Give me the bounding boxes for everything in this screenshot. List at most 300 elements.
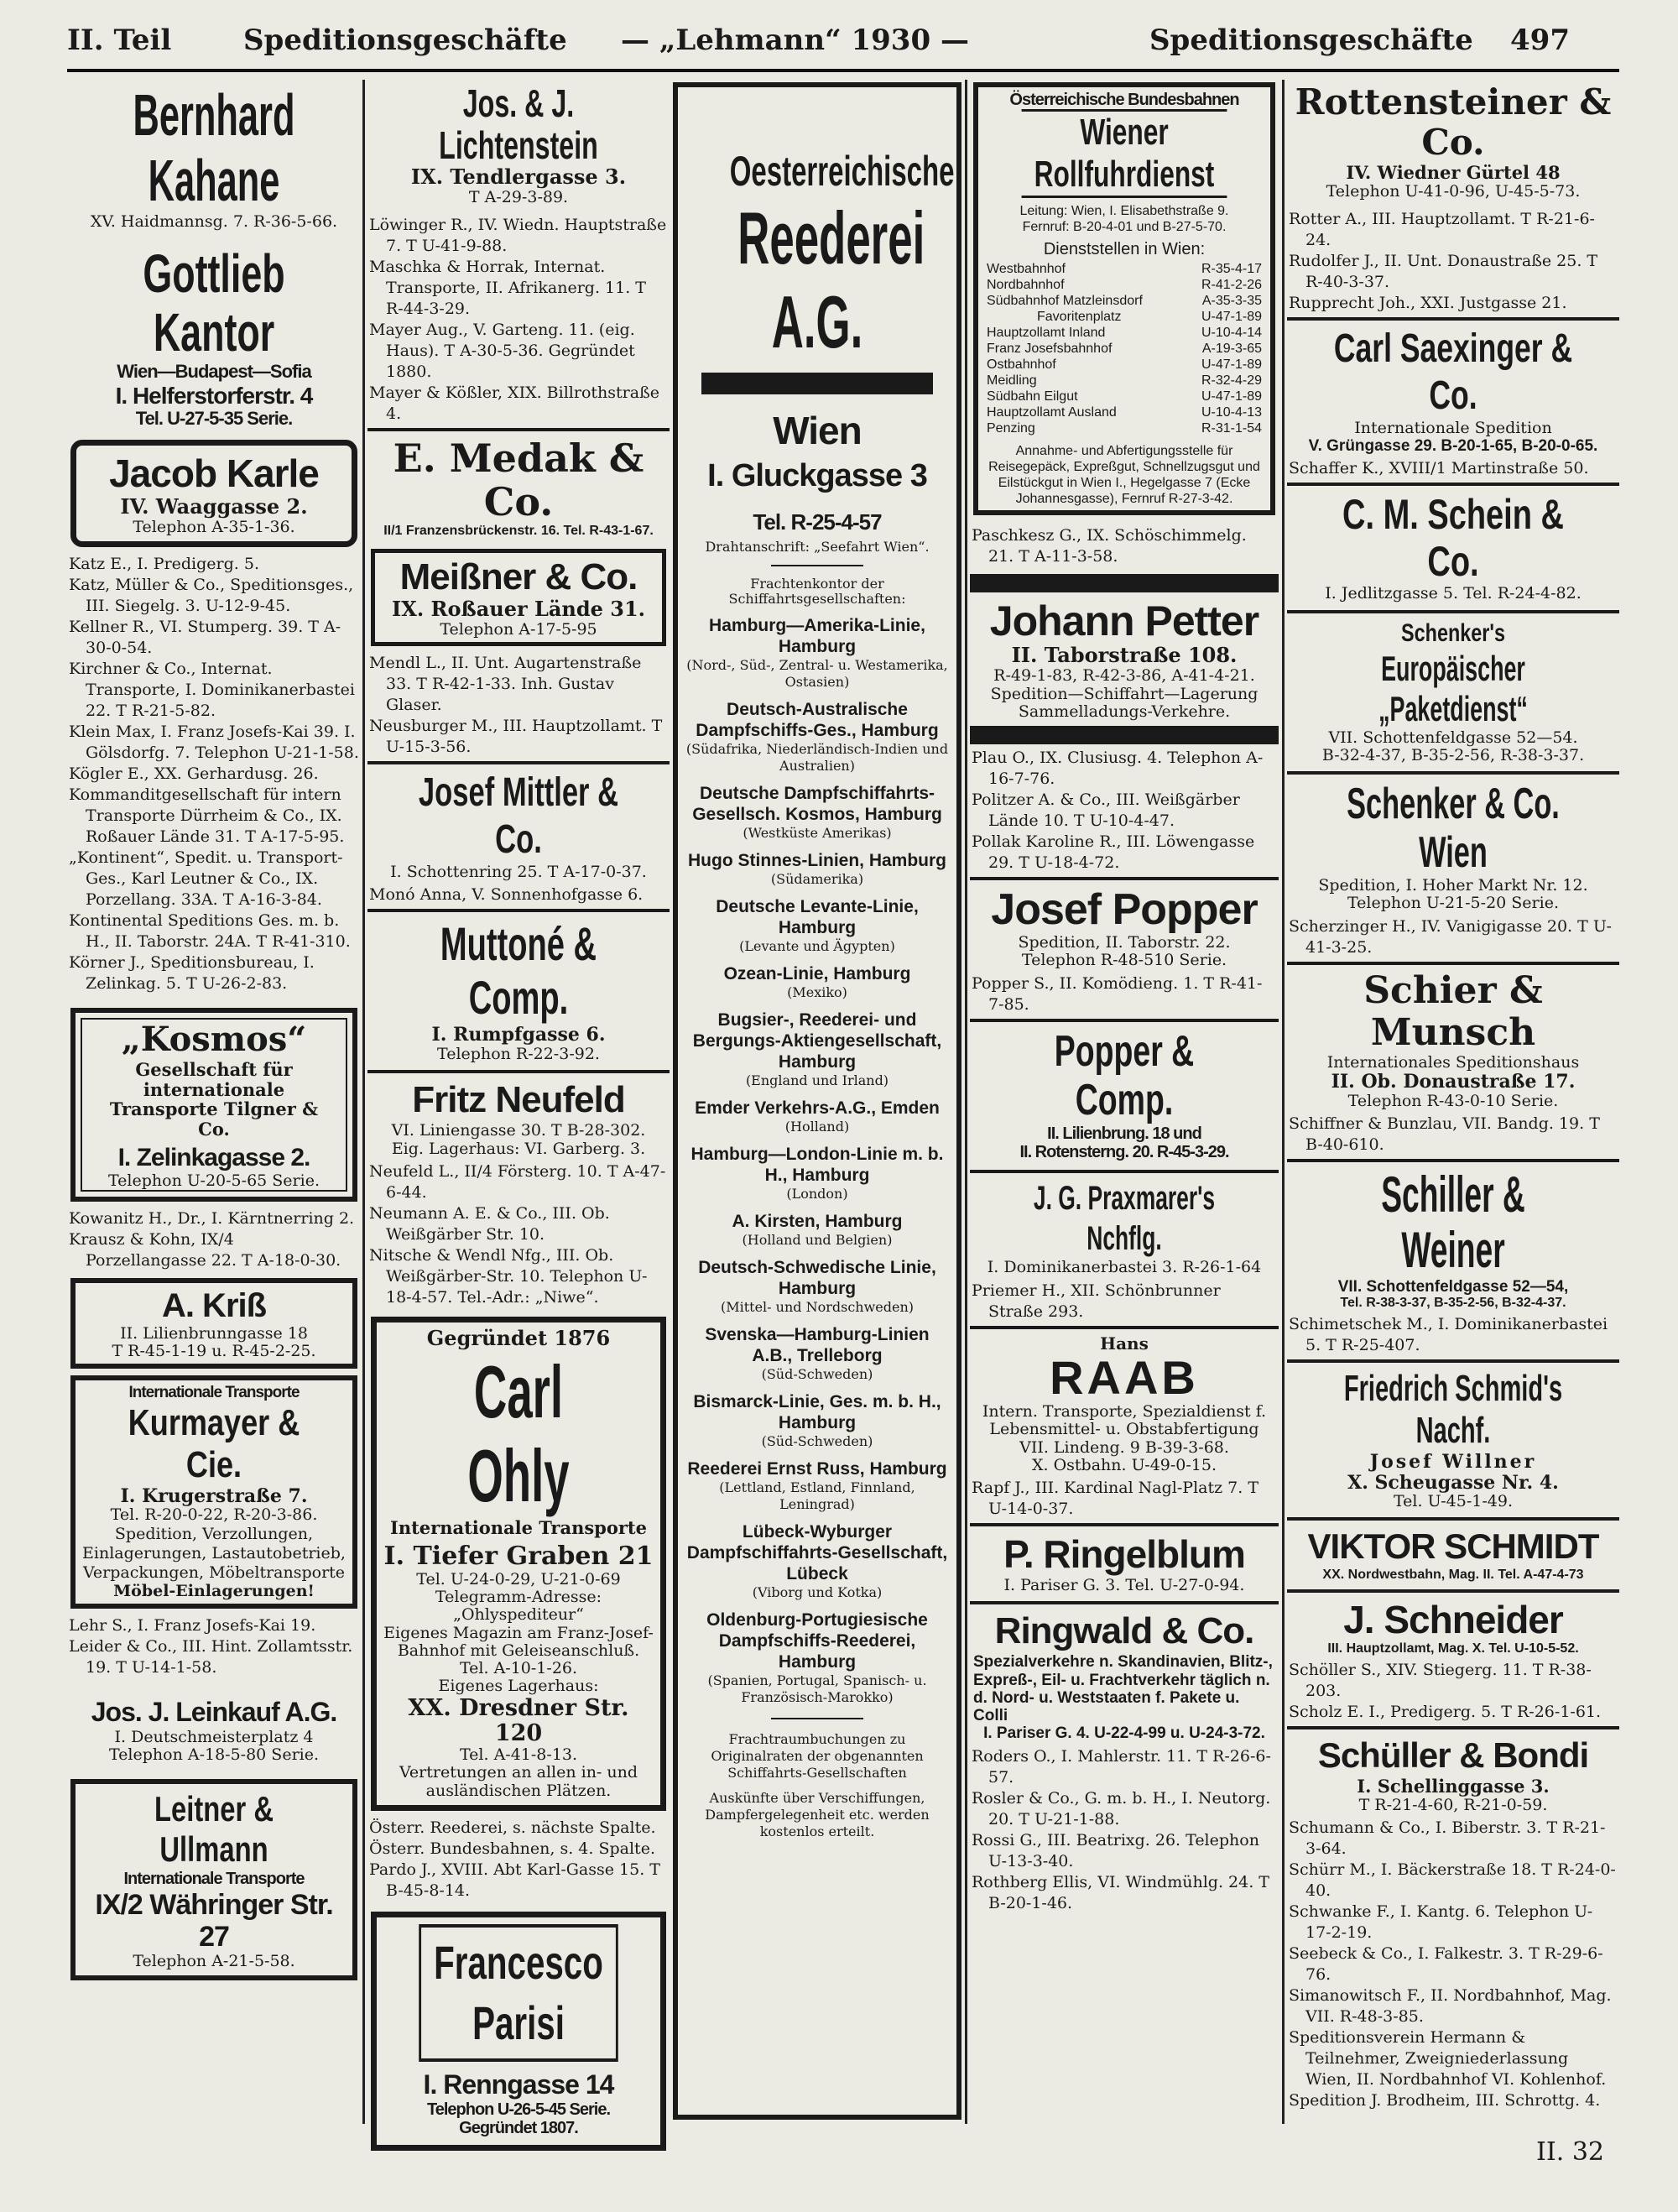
listing-entry: Österr. Bundesbahnen, s. 4. Spalte.	[369, 1839, 655, 1858]
line-name: Emder Verkehrs-A.G., Emden	[695, 1098, 940, 1118]
office-phone: A-35-3-35	[1201, 294, 1262, 309]
line-name: Bugsier-, Reederei- und Bergungs-Aktiengesellschaft, Hamburg	[692, 1009, 942, 1072]
listing-entry: Pardo J., XVIII. Abt Karl-Gasse 15. T B-45-8-14.	[369, 1860, 660, 1900]
ad-telegram: Telegramm-Adresse: „Ohlyspediteur“	[435, 1588, 602, 1625]
ad-address: I. Renngasse 14	[423, 2069, 614, 2100]
ad-name: VIKTOR SCHMIDT	[1307, 1526, 1599, 1567]
ad-name: Wiener Rollfuhrdienst	[1022, 109, 1227, 198]
ad-kriss	[70, 1278, 357, 1369]
ad-description: Internationale Transporte	[123, 1870, 305, 1889]
column-divider	[1282, 80, 1285, 2124]
shipping-line	[685, 1098, 950, 1135]
page-header	[67, 15, 1619, 65]
listing-group	[1289, 209, 1618, 314]
listing-entry: Rotter A., III. Hauptzollamt. T R-21-6-24.	[1289, 209, 1595, 249]
listing-entry: Schöller S., XIV. Stiegerg. 11. T R-38-203.	[1289, 1661, 1592, 1701]
listing-group	[1289, 1818, 1618, 2111]
ad-address: XV. Haidmannsg. 7. R-36-5-66.	[90, 212, 338, 231]
ad-tagline: Internationale Transporte	[128, 1384, 300, 1402]
office-name: Hauptzollamt Inland	[987, 326, 1106, 341]
office-row	[987, 357, 1262, 373]
listing-entry: Maschka & Horrak, Internat. Transporte, II. Afrikanerg. 11. T R-44-3-29.	[369, 258, 646, 319]
ad-phone: Tel. R-25-4-57	[753, 509, 882, 535]
ad-popper-comp	[970, 1019, 1279, 1162]
ad-name: A. Kriß	[161, 1286, 267, 1324]
shipping-line	[685, 1009, 950, 1089]
ad-name: Meißner & Co.	[399, 556, 638, 598]
listing-entry: Kowanitz H., Dr., I. Kärntnerring 2.	[69, 1208, 355, 1228]
line-name: Deutsch-Australische Dampfschiffs-Ges., Hamburg	[696, 699, 939, 740]
ad-magazin: Eigenes Magazin am Franz-Josef-Bahnhof mit Geleiseanschluß. Tel. A-10-1-26.	[383, 1623, 654, 1678]
ad-name: Schier & Munsch	[1363, 968, 1543, 1054]
ad-address: X. Scheugasse Nr. 4.	[1347, 1471, 1559, 1494]
ad-kantor	[67, 244, 361, 430]
ad-ringwald	[970, 1601, 1279, 1742]
listing-entry: Lehr S., I. Franz Josefs-Kai 19.	[69, 1615, 316, 1635]
line-destinations: (Süd-Schweden)	[761, 1432, 873, 1449]
listing-entry: Roders O., I. Mahlerstr. 11. T R-26-6-57.	[972, 1746, 1271, 1787]
ad-address: II. Rotensterng. 20. R-45-3-29.	[1019, 1142, 1229, 1161]
ad-name: Rottensteiner & Co.	[1295, 81, 1612, 163]
office-row	[987, 404, 1262, 420]
ad-phone: Telephon A-17-5-95	[440, 619, 597, 639]
listing-group	[369, 884, 668, 905]
ad-address: I. Tiefer Graben 21	[383, 1542, 654, 1572]
ad-address: I. Jedlitzgasse 5. Tel. R-24-4-82.	[1325, 584, 1582, 603]
listing-entry: Kellner R., VI. Stumperg. 39. T A-30-0-54.	[69, 618, 341, 658]
line-destinations: (Holland und Belgien)	[742, 1231, 893, 1248]
shipping-line	[685, 1211, 950, 1249]
section-title-left: Speditionsgeschäfte	[243, 23, 567, 57]
listing-entry: Löwinger R., IV. Wiedn. Hauptstraße 7. T U-41-9-88.	[369, 216, 667, 256]
ad-address: V. Grüngasse 29. B-20-1-65, B-20-0-65.	[1308, 437, 1598, 456]
ad-reederei	[673, 82, 961, 2120]
page-footer-code: II. 32	[1536, 2137, 1604, 2167]
ad-address: I. Pariser G. 4. U-22-4-99 u. U-24-3-72.	[983, 1724, 1265, 1743]
divider-bar	[970, 726, 1279, 744]
ad-name: Europäischer „Paketdienst“	[1378, 648, 1528, 728]
divider-bar	[701, 373, 933, 394]
ad-address: II/1 Franzensbrückenstr. 16. Tel. R-43-1-67.	[383, 524, 654, 539]
column-2	[367, 81, 670, 2138]
listing-group	[369, 1818, 668, 1902]
listing-group	[69, 554, 359, 994]
ad-phone: Tel. R-20-0-22, R-20-3-86.	[110, 1505, 318, 1525]
shipping-line	[685, 1324, 950, 1383]
ad-description: Spedition—Schiffahrt—Lagerung Sammelladungs-Verkehre.	[990, 684, 1258, 721]
running-title: — „Lehmann“ 1930 —	[621, 23, 969, 57]
ad-address: I. Gluckgasse 3	[707, 457, 927, 493]
ad-address: IX. Tendlergasse 3.	[410, 164, 627, 189]
ad-address: VII. Lindeng. 9 B-39-3-68.	[1019, 1437, 1229, 1457]
line-destinations: (Westküste Amerikas)	[743, 824, 892, 841]
ad-schenker	[1287, 771, 1619, 913]
ad-kosmos	[70, 1008, 357, 1202]
listing-entry: Neusburger M., III. Hauptzollamt. T U-15-3-56.	[369, 717, 663, 757]
line-name: Deutsch-Schwedische Linie, Hamburg	[698, 1257, 936, 1298]
ad-telegram: Drahtanschrift: „Seefahrt Wien“.	[705, 539, 930, 556]
listing-group	[69, 1615, 359, 1678]
column-divider	[965, 80, 967, 2124]
listing-entry: Mendl L., II. Unt. Augartenstraße 33. T R-42-1-33. Inh. Gustav Glaser.	[369, 654, 642, 715]
ad-name: Popper & Comp.	[1054, 1026, 1195, 1124]
line-destinations: (Levante und Ägypten)	[739, 937, 895, 954]
ad-name: Johann Petter	[989, 597, 1259, 645]
listing-entry: Plau O., IX. Clusiusg. 4. Telephon A-16-7-76.	[972, 749, 1264, 789]
ad-address: Spedition, II. Taborstr. 22.	[1018, 933, 1231, 952]
ad-phone: Telephon A-18-5-80 Serie.	[108, 1745, 320, 1765]
office-phone: U-10-4-14	[1201, 326, 1262, 341]
ad-name: Josef Mittler & Co.	[418, 770, 619, 863]
listing-entry: Pollak Karoline R., III. Löwengasse 29. T U-18-4-72.	[972, 832, 1255, 873]
office-phone: U-10-4-13	[1201, 405, 1262, 420]
ad-phone: Fernruf: B-20-4-01 und B-27-5-70.	[1022, 220, 1227, 235]
ad-address: VII. Schottenfeldgasse 52—54.	[1328, 728, 1578, 747]
ad-name: C. M. Schein & Co.	[1342, 491, 1564, 586]
shipping-line	[685, 1144, 950, 1203]
line-name: Ozean-Linie, Hamburg	[723, 963, 911, 983]
ad-kontor: Frachtenkontor der Schiffahrtsgesellschaften:	[728, 576, 906, 607]
office-name: Nordbahnhof	[987, 278, 1065, 293]
ad-address: II. Lilienbrung. 18 und	[1047, 1124, 1201, 1143]
part-label: II. Teil	[67, 23, 172, 57]
office-row	[987, 373, 1262, 389]
listing-group	[1289, 1660, 1618, 1723]
ad-petter	[970, 574, 1279, 744]
listing-entry: Katz E., I. Predigerg. 5.	[69, 555, 259, 574]
office-name: Penzing	[987, 421, 1035, 436]
shipping-line	[685, 1257, 950, 1316]
ad-viktor-schmidt	[1287, 1517, 1619, 1583]
ad-address: II. Lilienbrunngasse 18	[120, 1323, 308, 1343]
ad-name: Carl Ohly	[467, 1349, 570, 1517]
ad-name: RAAB	[1050, 1351, 1199, 1405]
ad-management: Leitung: Wien, I. Elisabethstraße 9.	[1019, 204, 1229, 219]
office-phone: U-47-1-89	[1201, 389, 1262, 404]
listing-group	[69, 1208, 359, 1271]
office-row	[987, 293, 1262, 309]
ad-praxmarer	[970, 1170, 1279, 1276]
ad-leinkauf	[67, 1695, 361, 1765]
ad-name: „Kosmos“	[121, 1020, 307, 1060]
office-name: Meidling	[987, 373, 1037, 389]
ad-name: Leitner & Ullmann	[154, 1789, 274, 1870]
ad-address: I. Pariser G. 3. Tel. U-27-0-94.	[1003, 1576, 1245, 1595]
ad-schier	[1287, 962, 1619, 1110]
ad-popper	[970, 877, 1279, 970]
ad-rottensteiner	[1287, 82, 1619, 201]
office-row	[987, 325, 1262, 341]
ad-address: IV. Wiedner Gürtel 48	[1346, 162, 1561, 183]
listing-group	[369, 215, 668, 425]
listing-entry: Körner J., Speditionsbureau, I. Zelinkag. 5. T U-26-2-83.	[69, 953, 315, 994]
ad-description: Gesellschaft für internationale Transporte Tilgner & Co.	[109, 1059, 319, 1140]
office-name: Ostbahnhof	[987, 357, 1056, 373]
ad-raab	[970, 1326, 1279, 1474]
ad-name: Francesco Parisi	[419, 1924, 618, 2062]
ad-address: X. Ostbahn. U-49-0-15.	[1031, 1455, 1217, 1474]
listing-entry: Rothberg Ellis, VI. Windmühlg. 24. T B-20-1-46.	[972, 1872, 1269, 1912]
shipping-line	[685, 699, 950, 775]
ad-name: J. G. Praxmarer's Nchflg.	[1033, 1180, 1216, 1258]
ad-schneider	[1287, 1589, 1619, 1656]
ad-address: VII. Schottenfeldgasse 52—54,	[1337, 1277, 1569, 1296]
ad-tagline: Österreichische Bundesbahnen	[1009, 91, 1239, 109]
office-row	[987, 341, 1262, 357]
ad-address: I. Krugerstraße 7.	[120, 1484, 308, 1507]
listing-entry: Spedition J. Brodheim, III. Schrottg. 4.	[1289, 2091, 1601, 2110]
line-name: Bismarck-Linie, Ges. m. b. H., Hamburg	[693, 1391, 941, 1432]
line-name: A. Kirsten, Hamburg	[732, 1211, 903, 1231]
ad-meissner	[371, 549, 666, 646]
ad-description: Internationale Spedition	[1354, 418, 1552, 437]
ad-phone: Telephon U-26-5-45 Serie.	[426, 2100, 611, 2119]
line-name: Hugo Stinnes-Linien, Hamburg	[688, 850, 946, 870]
listing-group	[1289, 458, 1618, 479]
ad-city: Wien	[773, 409, 862, 452]
listing-entry: Scherzinger H., IV. Vanigigasse 20. T U-41-3-25.	[1289, 916, 1612, 957]
ad-phone: R-49-1-83, R-42-3-86, A-41-4-21.	[993, 666, 1255, 686]
ad-address: II. Taborstraße 108.	[1011, 643, 1238, 668]
shipping-line	[685, 1458, 950, 1513]
ad-name: Jacob Karle	[109, 451, 319, 495]
ad-address: I. Deutschmeisterplatz 4	[114, 1727, 314, 1746]
office-name: Südbahnhof Matzleinsdorf	[987, 294, 1143, 309]
ad-address: I. Rumpfgasse 6.	[431, 1024, 606, 1046]
divider-line	[771, 1718, 863, 1719]
office-phone: U-47-1-89	[1201, 357, 1262, 373]
listing-entry: Rudolfer J., II. Unt. Donaustraße 25. T R-40-3-37.	[1289, 251, 1598, 291]
ad-founded: Gegründet 1807.	[459, 2119, 578, 2138]
ad-phone: Telephon R-48-510 Serie.	[1021, 951, 1227, 970]
ad-phone: Telephon A-21-5-58.	[133, 1951, 295, 1970]
office-name: Westbahnhof	[987, 262, 1066, 277]
listing-entry: Mayer Aug., V. Garteng. 11. (eig. Haus). T A-30-5-36. Gegründet 1880.	[369, 321, 635, 382]
office-name: Hauptzollamt Ausland	[987, 405, 1117, 420]
listing-entry: Neumann A. E. & Co., III. Ob. Weißgärber Str. 10.	[369, 1203, 610, 1244]
ad-warehouse: XX. Dresdner Str. 120	[408, 1694, 629, 1746]
ad-cities: Wien—Budapest—Sofia	[117, 361, 311, 383]
line-destinations: (Südafrika, Niederländisch-Indien und Australien)	[685, 740, 949, 774]
shipping-line	[685, 850, 950, 888]
office-phone: A-19-3-65	[1201, 342, 1262, 357]
shipping-line	[685, 615, 950, 691]
listing-entry: Kirchner & Co., Internat. Transporte, I. Dominikanerbastei 22. T R-21-5-82.	[69, 660, 355, 721]
column-4	[970, 82, 1279, 2120]
ad-name: Friedrich Schmid's Nachf.	[1343, 1367, 1563, 1451]
listing-entry: Rosler & Co., G. m. b. H., I. Neutorg. 20. T U-21-1-88.	[972, 1788, 1271, 1829]
listing-entry: Seebeck & Co., I. Falkestr. 3. T R-29-6-76.	[1289, 1944, 1603, 1985]
ad-name: Josef Popper	[991, 885, 1258, 935]
ad-description: Internationale Transporte	[390, 1516, 647, 1538]
line-name: Hamburg—London-Linie m. b. H., Hamburg	[690, 1144, 944, 1185]
ad-parisi	[371, 1912, 666, 2151]
listing-entry: Schumann & Co., I. Biberstr. 3. T R-21-3-64.	[1289, 1818, 1606, 1859]
ad-phone: B-32-4-37, B-35-2-56, R-38-3-37.	[1321, 745, 1585, 764]
ad-name: Schüller & Bondi	[1317, 1735, 1589, 1776]
ad-phone: Telephon A-35-1-36.	[133, 517, 295, 536]
ad-description: Internationales Speditionshaus	[1326, 1052, 1580, 1072]
ad-name: Muttoné & Comp.	[440, 917, 597, 1025]
listing-entry: Politzer A. & Co., III. Weißgärber Lände 10. T U-10-4-47.	[972, 790, 1240, 831]
ad-founded: Gegründet 1876	[426, 1325, 611, 1350]
shipping-line	[685, 1391, 950, 1450]
listing-entry: Leider & Co., III. Hint. Zollamtsstr. 19. T U-14-1-58.	[69, 1636, 353, 1677]
ad-warehouse: Eig. Lagerhaus: VI. Garberg. 3.	[391, 1139, 646, 1158]
line-name: Reederei Ernst Russ, Hamburg	[687, 1458, 947, 1479]
shipping-lines	[685, 615, 950, 1706]
line-name: Hamburg—Amerika-Linie, Hamburg	[709, 615, 925, 656]
listing-entry: Österr. Reederei, s. nächste Spalte.	[369, 1818, 656, 1837]
shipping-line	[685, 963, 950, 1001]
ad-ohly	[371, 1317, 666, 1811]
ad-name: J. Schneider	[1343, 1598, 1563, 1642]
listing-entry: Katz, Müller & Co., Speditionsges., III. Siegelg. 3. U-12-9-45.	[69, 576, 354, 616]
ad-ringelblum	[970, 1523, 1279, 1594]
ad-title-line1: Oesterreichische	[729, 148, 955, 195]
office-row	[987, 309, 1262, 325]
ad-address: I. Helferstorferstr. 4	[115, 382, 313, 409]
listing-entry: Schimetschek M., I. Dominikanerbastei 5. T R-25-407.	[1289, 1314, 1608, 1354]
shipping-line	[685, 783, 950, 842]
ad-phone: Tel. U-45-1-49.	[1393, 1492, 1514, 1511]
line-destinations: (Nord-, Süd-, Zentral- u. Westamerika, Ostasien)	[686, 656, 948, 690]
ad-address: III. Hauptzollamt, Mag. X. Tel. U-10-5-52.	[1327, 1641, 1579, 1656]
line-destinations: (London)	[786, 1185, 848, 1202]
column-3	[673, 82, 961, 2120]
ad-address: XX. Nordwestbahn, Mag. II. Tel. A-47-4-73	[1322, 1568, 1584, 1583]
shipping-line	[685, 1609, 950, 1706]
listing-group	[369, 1161, 668, 1308]
listing-entry: Popper S., II. Komödieng. 1. T R-41-7-85.	[972, 973, 1263, 1014]
line-name: Deutsche Dampfschiffahrts-Gesellsch. Kosmos, Hamburg	[692, 783, 942, 824]
ad-kahane	[67, 82, 361, 231]
ad-address: I. Schellinggasse 3.	[1357, 1776, 1550, 1797]
ad-mittler	[367, 761, 670, 881]
ad-address: II. Ob. Donaustraße 17.	[1331, 1070, 1576, 1093]
listing-entry: Schaffer K., XVIII/1 Martinstraße 50.	[1289, 459, 1589, 478]
ad-bundesbahnen	[973, 82, 1275, 515]
ad-address: IX/2 Währinger Str. 27	[95, 1888, 333, 1953]
office-row	[987, 277, 1262, 293]
ad-description: Spezialverkehre n. Skandinavien, Blitz-, Expreß-, Eil- u. Frachtverkehr täglich n. d. Nord- u. Weststaaten f. Pakete u. Colli	[973, 1653, 1273, 1725]
listing-group	[1289, 916, 1618, 958]
listing-entry: Paschkesz G., IX. Schöschimmelg. 21. T A-11-3-58.	[972, 526, 1247, 566]
listing-entry: Krausz & Kohn, IX/4 Porzellangasse 22. T A-18-0-30.	[69, 1229, 341, 1270]
page-number: 497	[1510, 23, 1570, 57]
ad-description: Intern. Transporte, Spezialdienst f. Lebensmittel- u. Obstabfertigung	[982, 1402, 1267, 1439]
listing-entry: Mayer & Kößler, XIX. Billrothstraße 4.	[369, 383, 659, 424]
ad-first-name: Hans	[1100, 1333, 1149, 1354]
ad-phone: Telephon R-43-0-10 Serie.	[1347, 1091, 1559, 1110]
ad-phone: T R-21-4-60, R-21-0-59.	[1358, 1795, 1548, 1814]
listing-entry: Monó Anna, V. Sonnenhofgasse 6.	[369, 885, 644, 905]
office-name: Franz Josefsbahnhof	[987, 342, 1113, 357]
ad-phone: T A-29-3-89.	[468, 187, 569, 206]
ad-info-note: Auskünfte über Verschiffungen, Dampfergelegenheit etc. werden kostenlos erteilt.	[705, 1789, 930, 1839]
office-phone: R-41-2-26	[1201, 278, 1262, 293]
ad-name: Kurmayer & Cie.	[128, 1401, 300, 1485]
ad-phone: Tel. U-27-5-35 Serie.	[135, 408, 293, 430]
listing-entry: „Kontinent“, Spedit. u. Transport-Ges., Karl Leutner & Co., IX. Porzellang. 33A. T A-16-3-84.	[69, 848, 343, 910]
ad-name: Gottlieb Kantor	[143, 243, 285, 363]
ad-address: I. Zelinkagasse 2.	[117, 1144, 310, 1172]
listing-group	[972, 1746, 1277, 1914]
listing-group	[972, 1281, 1277, 1323]
ad-kurmayer	[70, 1375, 357, 1608]
ad-name: Schiller & Weiner	[1381, 1166, 1525, 1278]
ad-leitner	[70, 1779, 357, 1980]
ad-neufeld	[367, 1070, 670, 1158]
ad-address: I. Schottenring 25. T A-17-0-37.	[390, 863, 647, 882]
ad-title-line2: Reederei A.G.	[737, 196, 925, 363]
office-row	[987, 389, 1262, 404]
column-5	[1287, 82, 1619, 2120]
line-name: Lübeck-Wyburger Dampfschiffahrts-Gesellschaft, Lübeck	[686, 1521, 948, 1583]
shipping-line	[685, 896, 950, 955]
ad-name: Bernhard Kahane	[133, 82, 295, 213]
header-rule	[67, 69, 1619, 72]
ad-name: Schenker & Co. Wien	[1347, 780, 1560, 878]
ad-schein	[1287, 483, 1619, 603]
line-name: Oldenburg-Portugiesische Dampfschiffs-Reederei, Hamburg	[706, 1609, 928, 1672]
office-name: Südbahn Eilgut	[987, 389, 1078, 404]
ad-name: Carl Saexinger & Co.	[1333, 326, 1573, 418]
listing-entry: Kommanditgesellschaft für intern Transporte Dürrheim & Co., IX. Roßauer Lände 31. T A-17-5-95.	[69, 785, 345, 847]
line-destinations: (Spanien, Portugal, Spanisch- u. Französisch-Marokko)	[707, 1672, 927, 1705]
ad-name: Fritz Neufeld	[412, 1079, 625, 1121]
ad-representations: Vertretungen an allen in- und ausländischen Plätzen.	[399, 1763, 638, 1800]
listing-group	[1289, 1114, 1618, 1156]
ad-owner: Josef Willner	[1369, 1450, 1537, 1473]
line-destinations: (Holland)	[784, 1118, 850, 1135]
office-table	[982, 261, 1267, 436]
listing-group	[972, 1478, 1277, 1520]
ad-schueller	[1287, 1726, 1619, 1814]
listing-entry: Schwanke F., I. Kantg. 6. Telephon U-17-2-19.	[1289, 1902, 1593, 1943]
ad-schenker-europa	[1287, 610, 1619, 765]
ad-schiller	[1287, 1159, 1619, 1311]
divider-line	[771, 565, 863, 566]
listing-entry: Nitsche & Wendl Nfg., III. Ob. Weißgärber-Str. 10. Telephon U-18-4-57. Tel.-Adr.: „Niwe“.	[369, 1245, 648, 1307]
ad-address: IX. Roßauer Lände 31.	[391, 597, 646, 622]
listing-group	[369, 653, 668, 758]
ad-luggage-office: Annahme- und Abfertigungsstelle für Reisegepäck, Expreßgut, Schnellzugsgut und Eilstückgut in Wien I., Hegelgasse 7 (Ecke Johannesgasse), Fernruf R-27-3-42.	[988, 444, 1260, 507]
line-name: Deutsche Levante-Linie, Hamburg	[716, 896, 919, 937]
ad-name: P. Ringelblum	[1003, 1532, 1245, 1577]
line-destinations: (Mexiko)	[787, 983, 847, 1000]
office-phone: U-47-1-89	[1201, 310, 1262, 325]
ad-tagline: Möbel-Einlagerungen!	[113, 1581, 315, 1600]
listing-group	[972, 525, 1277, 567]
column-divider	[362, 80, 365, 2124]
line-destinations: (Lettland, Estland, Finnland, Leningrad)	[719, 1479, 915, 1512]
listing-group	[1289, 1314, 1618, 1356]
office-phone: R-32-4-29	[1201, 373, 1262, 389]
ad-description: Spedition, Verzollungen, Einlagerungen, Lastautobetrieb, Verpackungen, Möbeltransporte	[82, 1524, 346, 1582]
ad-phone: T R-45-1-19 u. R-45-2-25.	[112, 1342, 316, 1361]
listing-entry: Kontinental Speditions Ges. m. b. H., II. Taborstr. 24A. T R-41-310.	[69, 911, 351, 952]
ad-warehouse-phone: Tel. A-41-8-13.	[459, 1745, 578, 1765]
ad-medak	[367, 428, 670, 539]
listing-entry: Neufeld L., II/4 Försterg. 10. T A-47-6-44.	[369, 1161, 666, 1202]
listing-entry: Rapf J., III. Kardinal Nagl-Platz 7. T U-14-0-37.	[972, 1479, 1259, 1519]
ad-address: I. Dominikanerbastei 3. R-26-1-64	[987, 1258, 1262, 1277]
office-phone: R-35-4-17	[1201, 262, 1262, 277]
listing-entry: Priemer H., XII. Schönbrunner Straße 293.	[972, 1281, 1221, 1321]
office-phone: R-31-1-54	[1201, 421, 1262, 436]
ad-address: IV. Waaggasse 2.	[120, 493, 308, 519]
